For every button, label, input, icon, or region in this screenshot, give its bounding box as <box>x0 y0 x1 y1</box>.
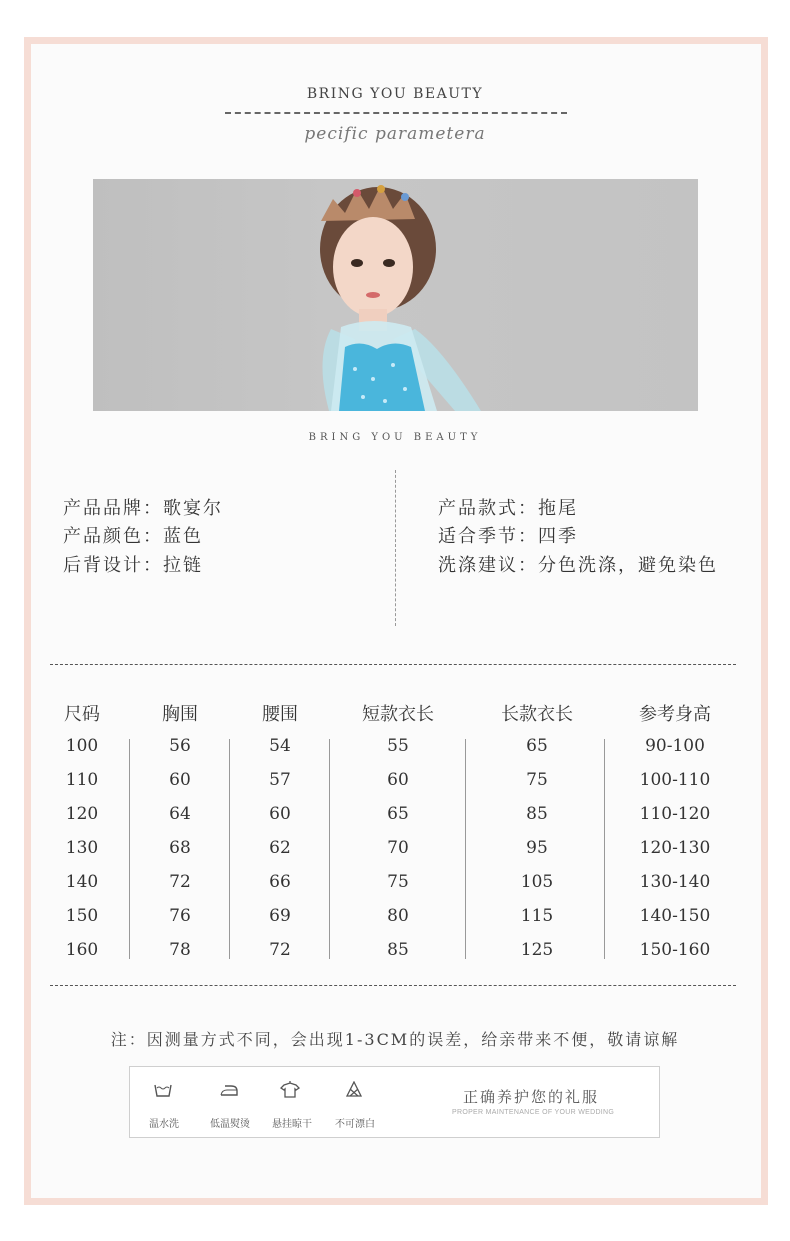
cell-short-length: 60 <box>387 770 409 790</box>
cell-chest: 64 <box>169 804 191 824</box>
model-illustration <box>93 179 698 411</box>
cell-short-length: 75 <box>387 872 409 892</box>
cell-short-length: 80 <box>387 906 409 926</box>
attr-back-design <box>63 551 203 577</box>
cell-short-length: 55 <box>387 736 409 756</box>
attr-label: 产品款式： <box>438 498 538 519</box>
cell-chest: 76 <box>169 906 191 926</box>
table-top-divider <box>50 664 736 665</box>
attr-style <box>438 494 578 520</box>
attr-label: 后背设计： <box>63 555 163 576</box>
attr-value: 拉链 <box>163 555 203 576</box>
cell-chest: 72 <box>169 872 191 892</box>
cell-long-length: 105 <box>520 872 554 892</box>
cell-size: 160 <box>65 940 99 960</box>
cell-size: 120 <box>65 804 99 824</box>
product-photo <box>93 179 698 411</box>
cell-long-length: 115 <box>520 906 554 926</box>
cell-waist: 60 <box>269 804 291 824</box>
table-bottom-divider <box>50 985 736 986</box>
cell-waist: 57 <box>269 770 291 790</box>
attr-label: 适合季节： <box>438 526 538 547</box>
cell-height: 90-100 <box>645 736 705 756</box>
cell-size: 100 <box>65 736 99 756</box>
cell-height: 130-140 <box>639 872 711 892</box>
attr-value: 歌宴尔 <box>163 498 223 519</box>
cell-waist: 72 <box>269 940 291 960</box>
care-label-no-bleach: 不可漂白 <box>335 1119 375 1130</box>
cell-size: 140 <box>65 872 99 892</box>
cell-long-length: 65 <box>526 736 548 756</box>
cell-short-length: 65 <box>387 804 409 824</box>
attr-washing <box>438 551 718 577</box>
attr-label: 洗涤建议： <box>438 555 538 576</box>
iron-icon <box>219 1083 239 1097</box>
attr-value: 蓝色 <box>163 526 203 547</box>
attr-value: 分色洗涤，避免染色 <box>538 555 718 576</box>
measurement-note: 注：因测量方式不同，会出现1-3CM的误差，给亲带来不便，敬请谅解 <box>110 1030 680 1049</box>
header-size: 尺码 <box>64 704 100 725</box>
photo-caption: BRING YOU BEAUTY <box>308 432 482 443</box>
attr-season <box>438 522 578 548</box>
cell-size: 130 <box>65 838 99 858</box>
cell-chest: 56 <box>169 736 191 756</box>
attr-label: 产品品牌： <box>63 498 163 519</box>
care-title: 正确养护您的礼服 <box>463 1088 600 1106</box>
cell-long-length: 125 <box>520 940 554 960</box>
care-label-wash: 温水洗 <box>149 1119 179 1130</box>
attr-brand <box>63 494 223 520</box>
cell-waist: 66 <box>269 872 291 892</box>
attr-label: 产品颜色： <box>63 526 163 547</box>
cell-long-length: 85 <box>526 804 548 824</box>
page-title: BRING YOU BEAUTY <box>306 86 484 102</box>
hanging-shirt-icon <box>280 1080 300 1098</box>
header-short-length: 短款衣长 <box>362 704 434 725</box>
cell-short-length: 85 <box>387 940 409 960</box>
cell-chest: 78 <box>169 940 191 960</box>
column-divider <box>329 739 330 959</box>
page-subtitle: pecific parametera <box>304 124 486 144</box>
cell-waist: 62 <box>269 838 291 858</box>
attr-value: 四季 <box>538 526 578 547</box>
cell-size: 150 <box>65 906 99 926</box>
cell-waist: 54 <box>269 736 291 756</box>
cell-size: 110 <box>65 770 99 790</box>
cell-long-length: 75 <box>526 770 548 790</box>
cell-height: 140-150 <box>639 906 711 926</box>
column-divider <box>604 739 605 959</box>
cell-height: 150-160 <box>639 940 711 960</box>
cell-waist: 69 <box>269 906 291 926</box>
cell-height: 120-130 <box>639 838 711 858</box>
column-divider <box>129 739 130 959</box>
column-divider <box>465 739 466 959</box>
title-divider <box>225 112 567 114</box>
care-label-iron: 低温熨烫 <box>210 1119 250 1130</box>
care-panel <box>129 1066 660 1138</box>
care-subtitle: PROPER MAINTENANCE OF YOUR WEDDING <box>452 1109 615 1116</box>
cell-height: 110-120 <box>639 804 711 824</box>
cell-height: 100-110 <box>639 770 711 790</box>
cell-chest: 60 <box>169 770 191 790</box>
attr-color <box>63 522 203 548</box>
header-long-length: 长款衣长 <box>501 704 573 725</box>
header-chest: 胸围 <box>162 704 198 725</box>
header-height: 参考身高 <box>639 704 711 725</box>
cell-short-length: 70 <box>387 838 409 858</box>
no-bleach-icon <box>346 1081 362 1097</box>
attributes-divider <box>395 470 396 626</box>
wash-basin-icon <box>154 1083 172 1097</box>
care-label-hang-dry: 悬挂晾干 <box>272 1119 312 1130</box>
cell-chest: 68 <box>169 838 191 858</box>
column-divider <box>229 739 230 959</box>
attr-value: 拖尾 <box>538 498 578 519</box>
cell-long-length: 95 <box>526 838 548 858</box>
header-waist: 腰围 <box>262 704 298 725</box>
